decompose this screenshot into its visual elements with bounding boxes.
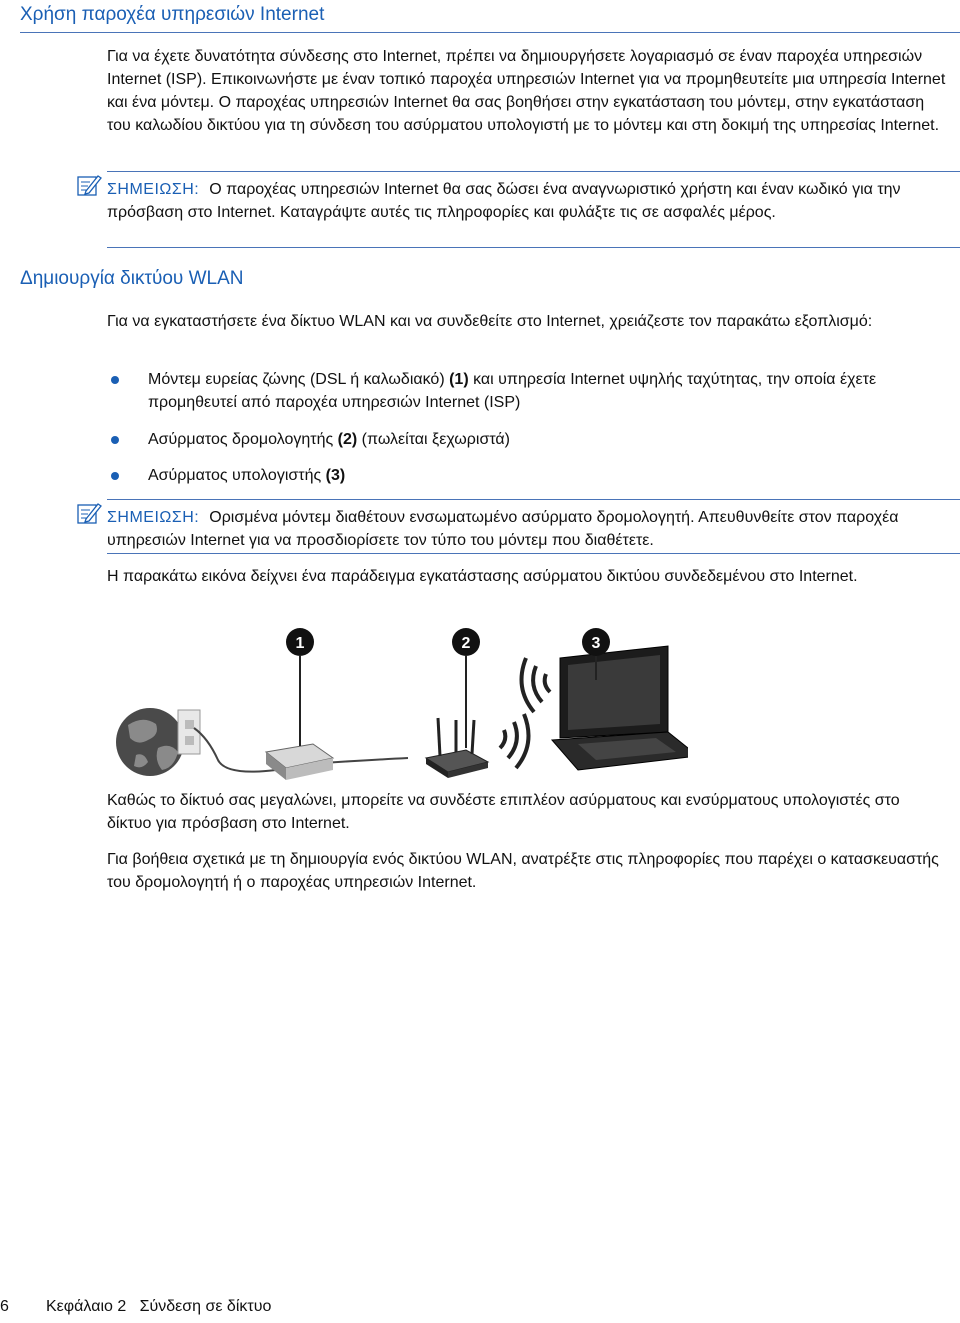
note-isp bbox=[107, 178, 947, 224]
callout-number: 2 bbox=[461, 635, 471, 652]
router-icon bbox=[426, 718, 488, 778]
note-modem bbox=[107, 506, 947, 552]
bullet-icon bbox=[111, 472, 119, 480]
paragraph-expand: Καθώς το δίκτυό σας μεγαλώνει, μπορείτε να συνδέστε επιπλέον ασύρματους και ενσύρματους υπολογιστές στο δίκτυο για πρόσβαση στο Internet. bbox=[107, 792, 900, 832]
note-rule-bottom bbox=[107, 247, 960, 248]
list-item-number: (1) bbox=[449, 371, 469, 388]
figure-caption: Η παρακάτω εικόνα δείχνει ένα παράδειγμα εγκατάστασης ασύρματου δικτύου συνδεδεμένου στο Internet. bbox=[107, 568, 858, 585]
note-pencil-icon bbox=[76, 172, 102, 198]
page-number: 6 bbox=[0, 1298, 9, 1315]
list-item-text: Ασύρματος υπολογιστής bbox=[148, 467, 326, 484]
laptop-wifi-icon bbox=[522, 658, 551, 712]
callout-number: 1 bbox=[295, 635, 305, 652]
list-item bbox=[148, 464, 948, 487]
chapter-title: Κεφάλαιο 2 Σύνδεση σε δίκτυο bbox=[46, 1298, 272, 1315]
list-item-text: Ασύρματος δρομολογητής bbox=[148, 431, 338, 448]
callout-3 bbox=[582, 628, 610, 656]
note-label: ΣΗΜΕΙΩΣΗ: bbox=[107, 509, 200, 526]
callout-number: 3 bbox=[591, 635, 601, 652]
laptop-icon bbox=[552, 646, 688, 770]
note-label: ΣΗΜΕΙΩΣΗ: bbox=[107, 181, 200, 198]
wlan-intro: Για να εγκαταστήσετε ένα δίκτυο WLAN και να συνδεθείτε στο Internet, χρειάζεστε τον παρακάτω εξοπλισμό: bbox=[107, 313, 873, 330]
paragraph-help: Για βοήθεια σχετικά με τη δημιουργία ενός δικτύου WLAN, ανατρέξτε στις πληροφορίες που παρέχει ο κατασκευαστής του δρομολογητή ή ο παροχέας υπηρεσιών Internet. bbox=[107, 851, 939, 891]
wall-jack-icon bbox=[178, 710, 200, 754]
section-title-isp: Χρήση παροχέα υπηρεσιών Internet bbox=[20, 4, 325, 25]
title-rule bbox=[20, 32, 960, 33]
list-item bbox=[148, 428, 948, 451]
modem-icon bbox=[266, 744, 333, 780]
list-item-text: Μόντεμ ευρείας ζώνης (DSL ή καλωδιακό) bbox=[148, 371, 450, 388]
list-item-text: και υπηρεσία Internet υψηλής ταχύτητας, την οποία έχετε προμηθευτεί από παροχέα υπηρεσιών Internet (ISP) bbox=[148, 371, 877, 411]
note-rule-top bbox=[107, 171, 960, 172]
bullet-icon bbox=[111, 436, 119, 444]
list-item-number: (3) bbox=[325, 467, 346, 484]
list-item-text: (πωλείται ξεχωριστά) bbox=[357, 431, 510, 448]
callout-1 bbox=[286, 628, 314, 656]
list-item bbox=[148, 368, 948, 414]
note-rule-bottom bbox=[107, 553, 960, 554]
globe-icon bbox=[116, 708, 184, 776]
wlan-setup-illustration bbox=[108, 620, 688, 780]
router-wifi-icon bbox=[500, 714, 529, 768]
section-title-wlan: Δημιουργία δικτύου WLAN bbox=[20, 268, 244, 289]
callout-2 bbox=[452, 628, 480, 656]
note-rule-top bbox=[107, 499, 960, 500]
note-text: Ο παροχέας υπηρεσιών Internet θα σας δώσει ένα αναγνωριστικό χρήστη και έναν κωδικό για την πρόσβαση στο Internet. Καταγράψτε αυτές τις πληροφορίες και φυλάξτε τις σε ασφαλές μέρος. bbox=[107, 181, 901, 221]
bullet-icon bbox=[111, 376, 119, 384]
isp-paragraph: Για να έχετε δυνατότητα σύνδεσης στο Internet, πρέπει να δημιουργήσετε λογαριασμό σε έναν παροχέα υπηρεσιών Internet (ISP). Επικοινωνήστε με έναν τοπικό παροχέα υπηρεσιών Internet για να προμηθευτείτε μια υπηρεσία Internet και ένα μόντεμ. Ο παροχέας υπηρεσιών Internet θα σας βοηθήσει στην εγκατάσταση του μόντεμ, στην εγκατάσταση του καλωδίου δικτύου για τη σύνδεση του ασύρματου υπολογιστή με το μόντεμ και στη δοκιμή της υπηρεσίας Internet. bbox=[107, 48, 946, 134]
note-pencil-icon bbox=[76, 500, 102, 526]
list-item-number: (2) bbox=[337, 431, 358, 448]
note-text: Ορισμένα μόντεμ διαθέτουν ενσωματωμένο ασύρματο δρομολογητή. Απευθυνθείτε στον παροχέα υπηρεσιών Internet για να προσδιορίσετε τον τύπο του μόντεμ που διαθέτετε. bbox=[107, 509, 899, 549]
